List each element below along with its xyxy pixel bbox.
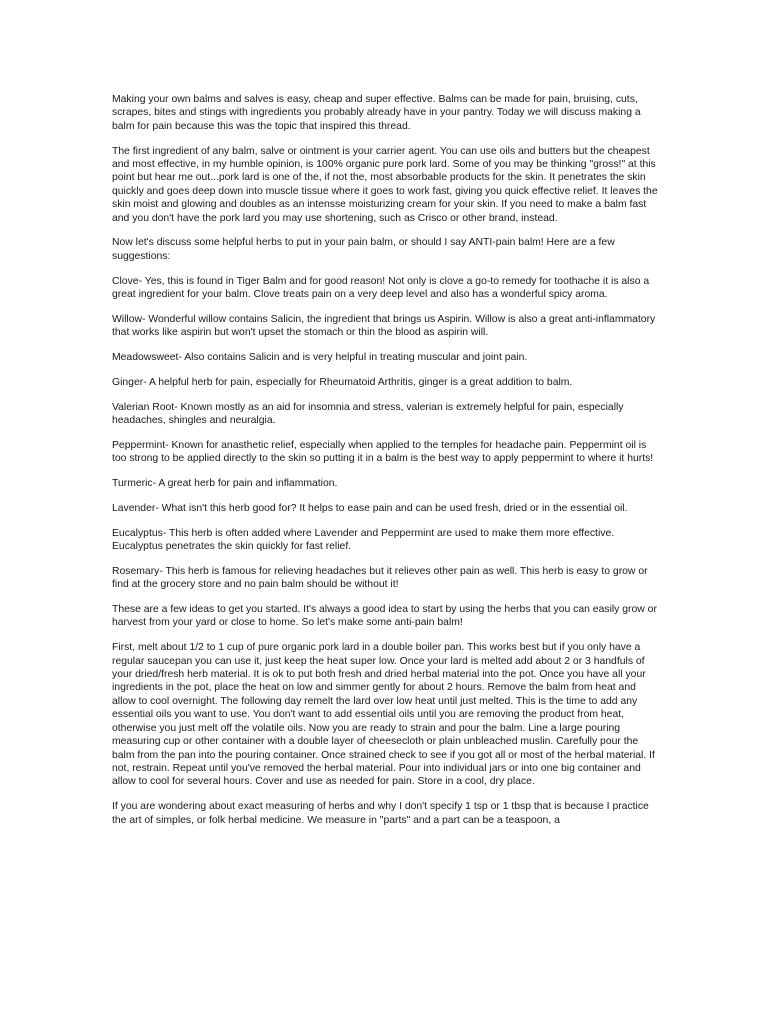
herb-ginger-paragraph: Ginger- A helpful herb for pain, especially for Rheumatoid Arthritis, ginger is a great addition to balm. [112,376,573,388]
ideas-paragraph: These are a few ideas to get you started. It's always a good idea to start by using the herbs that you can easily grow or harvest from your yard or close to home. So let's make some anti-pain balm! [112,604,657,629]
instructions-paragraph: First, melt about 1/2 to 1 cup of pure organic pork lard in a double boiler pan. This works best but if you only have a regular saucepan you can use it, just keep the heat super low. Once your lard is melted add about 2 or 3 handfuls of your dried/fresh herb material. It is ok to put both fresh and dried herbal material into the pot. Once you have all your ingredients in the pot, place the heat on low and simmer gently for about 2 hours. Remove the balm from heat and allow to cool overnight. The following day remelt the lard over low heat until just melted. This is the time to add any essential oils you want to use. You don't want to add essential oils until you are removing the product from heat, otherwise you just melt off the volatile oils. Now you are ready to strain and pour the balm. Line a large pouring measuring cup or other container with a double layer of cheesecloth or plain unbleached muslin. Carefully pour the balm from the pan into the pouring container. Once strained check to see if you got all or most of the herbal material. If not, restrain. Repeat until you've removed the herbal material. Pour into individual jars or into one big container and allow to cool for several hours. Cover and use as needed for pain. Store in a cool, dry place. [112,642,655,788]
herb-clove-paragraph: Clove- Yes, this is found in Tiger Balm and for good reason! Not only is clove a go-to remedy for toothache it is also a great ingredient for your balm. Clove treats pain on a very deep level and also has a wonderful spicy aroma. [112,275,650,301]
document-body [112,93,660,838]
herb-turmeric-paragraph: Turmeric- A great herb for pain and inflammation. [112,478,338,490]
intro-paragraph: Making your own balms and salves is easy, cheap and super effective. Balms can be made for pain, bruising, cuts, scrapes, bites and stings with ingredients you probably already have in your pantry. Today we will discuss making a balm for pain because this was the topic that inspired this thread. [112,94,641,132]
herb-willow-paragraph: Willow- Wonderful willow contains Salicin, the ingredient that brings us Aspirin. Willow is also a great anti-inflammatory that works like aspirin but won't upset the stomach or thin the blood as aspirin will. [112,313,656,339]
herb-rosemary-paragraph: Rosemary- This herb is famous for relieving headaches but it relieves other pain as well. This herb is easy to grow or find at the grocery store and no pain balm should be without it! [112,565,648,591]
herb-meadowsweet-paragraph: Meadowsweet- Also contains Salicin and is very helpful in treating muscular and joint pain. [112,352,528,364]
measuring-paragraph: If you are wondering about exact measuring of herbs and why I don't specify 1 tsp or 1 tbsp that is because I practice the art of simples, or folk herbal medicine. We measure in "parts" and a part can be a teaspoon, a [112,801,649,826]
herbs-intro-paragraph: Now let's discuss some helpful herbs to put in your pain balm, or should I say ANTI-pain balm! Here are a few suggestions: [112,237,615,262]
herb-peppermint-paragraph: Peppermint- Known for anasthetic relief, especially when applied to the temples for headache pain. Peppermint oil is too strong to be applied directly to the skin so putting it in a balm is the best way to apply peppermint to where it hurts! [112,439,654,465]
herb-eucalyptus-paragraph: Eucalyptus- This herb is often added where Lavender and Peppermint are used to make them more effective. Eucalyptus penetrates the skin quickly for fast relief. [112,527,615,553]
herb-lavender-paragraph: Lavender- What isn't this herb good for? It helps to ease pain and can be used fresh, dried or in the essential oil. [112,502,628,514]
carrier-agent-paragraph: The first ingredient of any balm, salve or ointment is your carrier agent. You can use oils and butters but the cheapest and most effective, in my humble opinion, is 100% organic pure pork lard. Some of you may be thinking "gross!" at this point but hear me out...pork lard is one of the, if not the, most absorbable products for the skin. It penetrates the skin quickly and goes deep down into muscle tissue where it goes to work fast, giving you quick effective relief. It leaves the skin moist and glowing and doubles as an intensse moisturizing cream for your skin. If you need to make a balm fast and you don't have the pork lard you may use shortening, such as Crisco or other brand, instead. [112,145,658,224]
herb-valerian-paragraph: Valerian Root- Known mostly as an aid for insomnia and stress, valerian is extremely helpful for pain, especially headaches, shingles and neuralgia. [112,401,624,427]
